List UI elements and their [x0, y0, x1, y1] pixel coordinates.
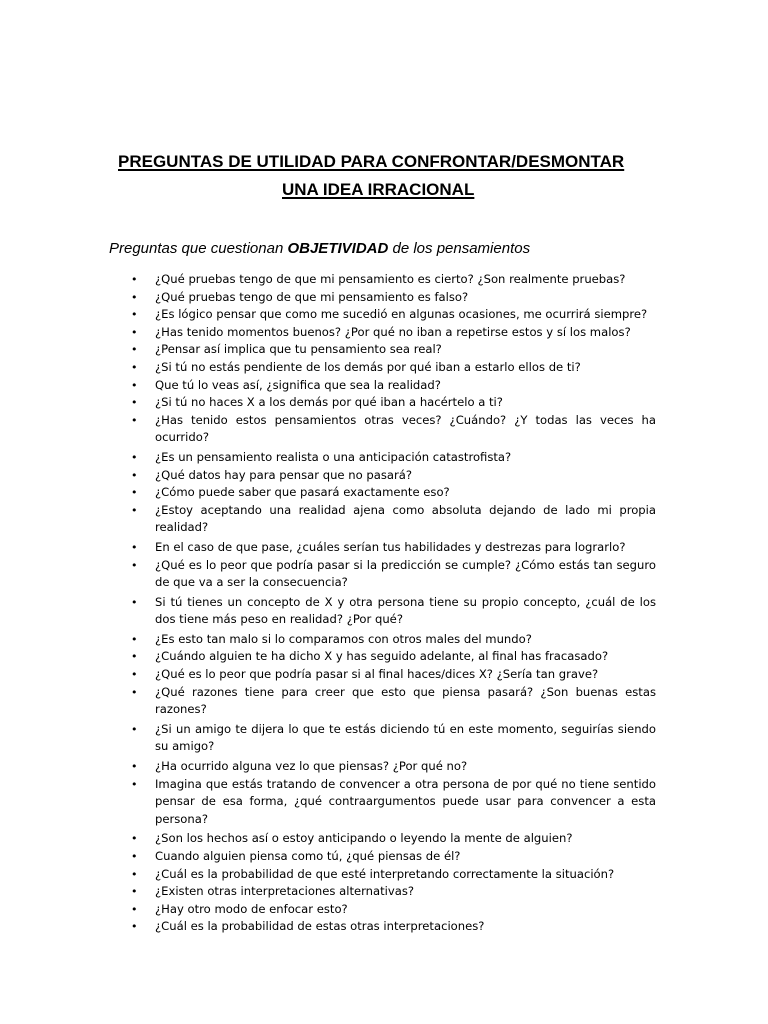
question-item [0, 721, 656, 756]
bullet-icon: • [131, 558, 138, 572]
question-text: ¿Pensar así implica que tu pensamiento sea real? [155, 342, 442, 357]
section-subtitle [109, 240, 530, 257]
question-item [0, 289, 656, 307]
question-item [0, 631, 656, 649]
bullet-icon: • [131, 450, 138, 464]
question-text: ¿Ha ocurrido alguna vez lo que piensas? ¿Por qué no? [155, 759, 468, 774]
question-text: ¿Son los hechos así o estoy anticipando o leyendo la mente de alguien? [155, 831, 573, 846]
question-item [0, 594, 656, 629]
bullet-icon: • [131, 902, 138, 916]
document-title-line-2: UNA IDEA IRRACIONAL [282, 180, 475, 199]
bullet-icon: • [131, 413, 138, 427]
bullet-icon: • [131, 685, 138, 699]
question-text: ¿Has tenido momentos buenos? ¿Por qué no iban a repetirse estos y sí los malos? [155, 324, 631, 339]
bullet-icon: • [131, 273, 138, 286]
question-text: ¿Si tú no haces X a los demás por qué iban a hacértelo a ti? [155, 395, 503, 410]
question-item [0, 324, 656, 342]
question-item [0, 648, 656, 666]
question-item [0, 666, 656, 684]
question-item [0, 918, 656, 936]
bullet-icon: • [131, 396, 138, 410]
question-text: ¿Si un amigo te dijera lo que te estás diciendo tú en este momento, seguirías siendo su amigo? [155, 721, 656, 754]
question-text: ¿Es un pensamiento realista o una anticipación catastrofista? [155, 449, 512, 464]
question-item [0, 883, 656, 901]
question-text: ¿Qué pruebas tengo de que mi pensamiento es cierto? ¿Son realmente pruebas? [155, 272, 626, 286]
bullet-icon: • [131, 595, 138, 609]
bullet-icon: • [131, 777, 138, 791]
question-item [0, 271, 656, 289]
question-text: ¿Es lógico pensar que como me sucedió en algunas ocasiones, me ocurrirá siempre? [155, 307, 648, 322]
question-text: ¿Existen otras interpretaciones alternativas? [155, 884, 415, 899]
bullet-icon: • [131, 722, 138, 736]
question-item [0, 306, 656, 324]
question-item [0, 341, 656, 359]
question-item [0, 776, 656, 829]
bullet-icon: • [131, 486, 138, 500]
question-text: ¿Qué es lo peor que podría pasar si al final haces/dices X? ¿Sería tan grave? [155, 667, 599, 682]
bullet-icon: • [131, 867, 138, 881]
question-item [0, 394, 656, 412]
bullet-icon: • [131, 290, 138, 304]
question-text: ¿Si tú no estás pendiente de los demás por qué iban a estarlo ellos de ti? [155, 359, 581, 374]
bullet-icon: • [131, 308, 138, 322]
bullet-icon: • [131, 540, 138, 554]
bullet-icon: • [131, 885, 138, 899]
question-item [0, 866, 656, 884]
question-text: ¿Qué razones tiene para creer que esto que piensa pasará? ¿Son buenas estas razones? [155, 684, 656, 717]
question-item [0, 412, 656, 447]
bullet-icon: • [131, 632, 138, 646]
question-text: ¿Qué es lo peor que podría pasar si la predicción se cumple? ¿Cómo estás tan seguro de que va a ser la consecuencia? [155, 557, 656, 590]
question-item [0, 684, 656, 719]
bullet-icon: • [131, 668, 138, 682]
bullet-icon: • [131, 343, 138, 357]
question-text: ¿Cómo puede saber que pasará exactamente eso? [155, 485, 450, 500]
question-item [0, 901, 656, 919]
question-text: Cuando alguien piensa como tú, ¿qué piensas de él? [155, 849, 461, 863]
question-text: ¿Cuándo alguien te ha dicho X y has seguido adelante, al final has fracasado? [155, 649, 609, 664]
subtitle-bold-keyword: OBJETIVIDAD [287, 240, 389, 257]
bullet-icon: • [131, 360, 138, 374]
document-title-line-1: PREGUNTAS DE UTILIDAD PARA CONFRONTAR/DESMONTAR [118, 152, 625, 171]
bullet-icon: • [131, 832, 138, 846]
question-item [0, 848, 656, 866]
question-text: Imagina que estás tratando de convencer a otra persona de por qué no tiene sentido pensar de esa forma, ¿qué contraargumentos puede usar para convencer a esta persona? [155, 776, 656, 826]
question-item [0, 377, 656, 395]
question-text: Si tú tienes un concepto de X y otra persona tiene su propio concepto, ¿cuál de los dos tiene más peso en realidad? ¿Por qué? [155, 594, 656, 627]
bullet-icon: • [131, 503, 138, 517]
question-text: ¿Es esto tan malo si lo comparamos con otros males del mundo? [155, 631, 532, 646]
bullet-icon: • [131, 850, 138, 863]
question-text: ¿Cuál es la probabilidad de estas otras interpretaciones? [155, 919, 485, 934]
question-text: ¿Cuál es la probabilidad de que esté interpretando correctamente la situación? [155, 866, 615, 881]
question-text: Que tú lo veas así, ¿significa que sea la realidad? [155, 377, 441, 392]
subtitle-prefix: Preguntas que cuestionan [109, 240, 288, 257]
bullet-icon: • [131, 920, 138, 934]
bullet-icon: • [131, 760, 138, 774]
question-text: ¿Hay otro modo de enfocar esto? [155, 901, 348, 916]
question-item [0, 502, 656, 537]
question-item [0, 539, 656, 557]
question-text: ¿Qué pruebas tengo de que mi pensamiento es falso? [155, 289, 469, 304]
question-item [0, 484, 656, 502]
question-text: ¿Has tenido estos pensamientos otras veces? ¿Cuándo? ¿Y todas las veces ha ocurrido? [155, 412, 656, 445]
bullet-icon: • [131, 325, 138, 339]
question-item [0, 758, 656, 776]
question-text: ¿Estoy aceptando una realidad ajena como absoluta dejando de lado mi propia realidad? [155, 502, 656, 535]
bullet-icon: • [131, 650, 138, 664]
bullet-icon: • [131, 378, 138, 392]
question-item [0, 449, 656, 467]
bullet-icon: • [131, 468, 138, 482]
question-item [0, 557, 656, 592]
subtitle-suffix: de los pensamientos [388, 240, 531, 257]
question-text: ¿Qué datos hay para pensar que no pasará? [155, 467, 413, 482]
question-item [0, 830, 656, 848]
question-item [0, 467, 656, 485]
question-text: En el caso de que pase, ¿cuáles serían tus habilidades y destrezas para lograrlo? [155, 539, 626, 554]
question-item [0, 359, 656, 377]
questions-list [0, 271, 768, 936]
